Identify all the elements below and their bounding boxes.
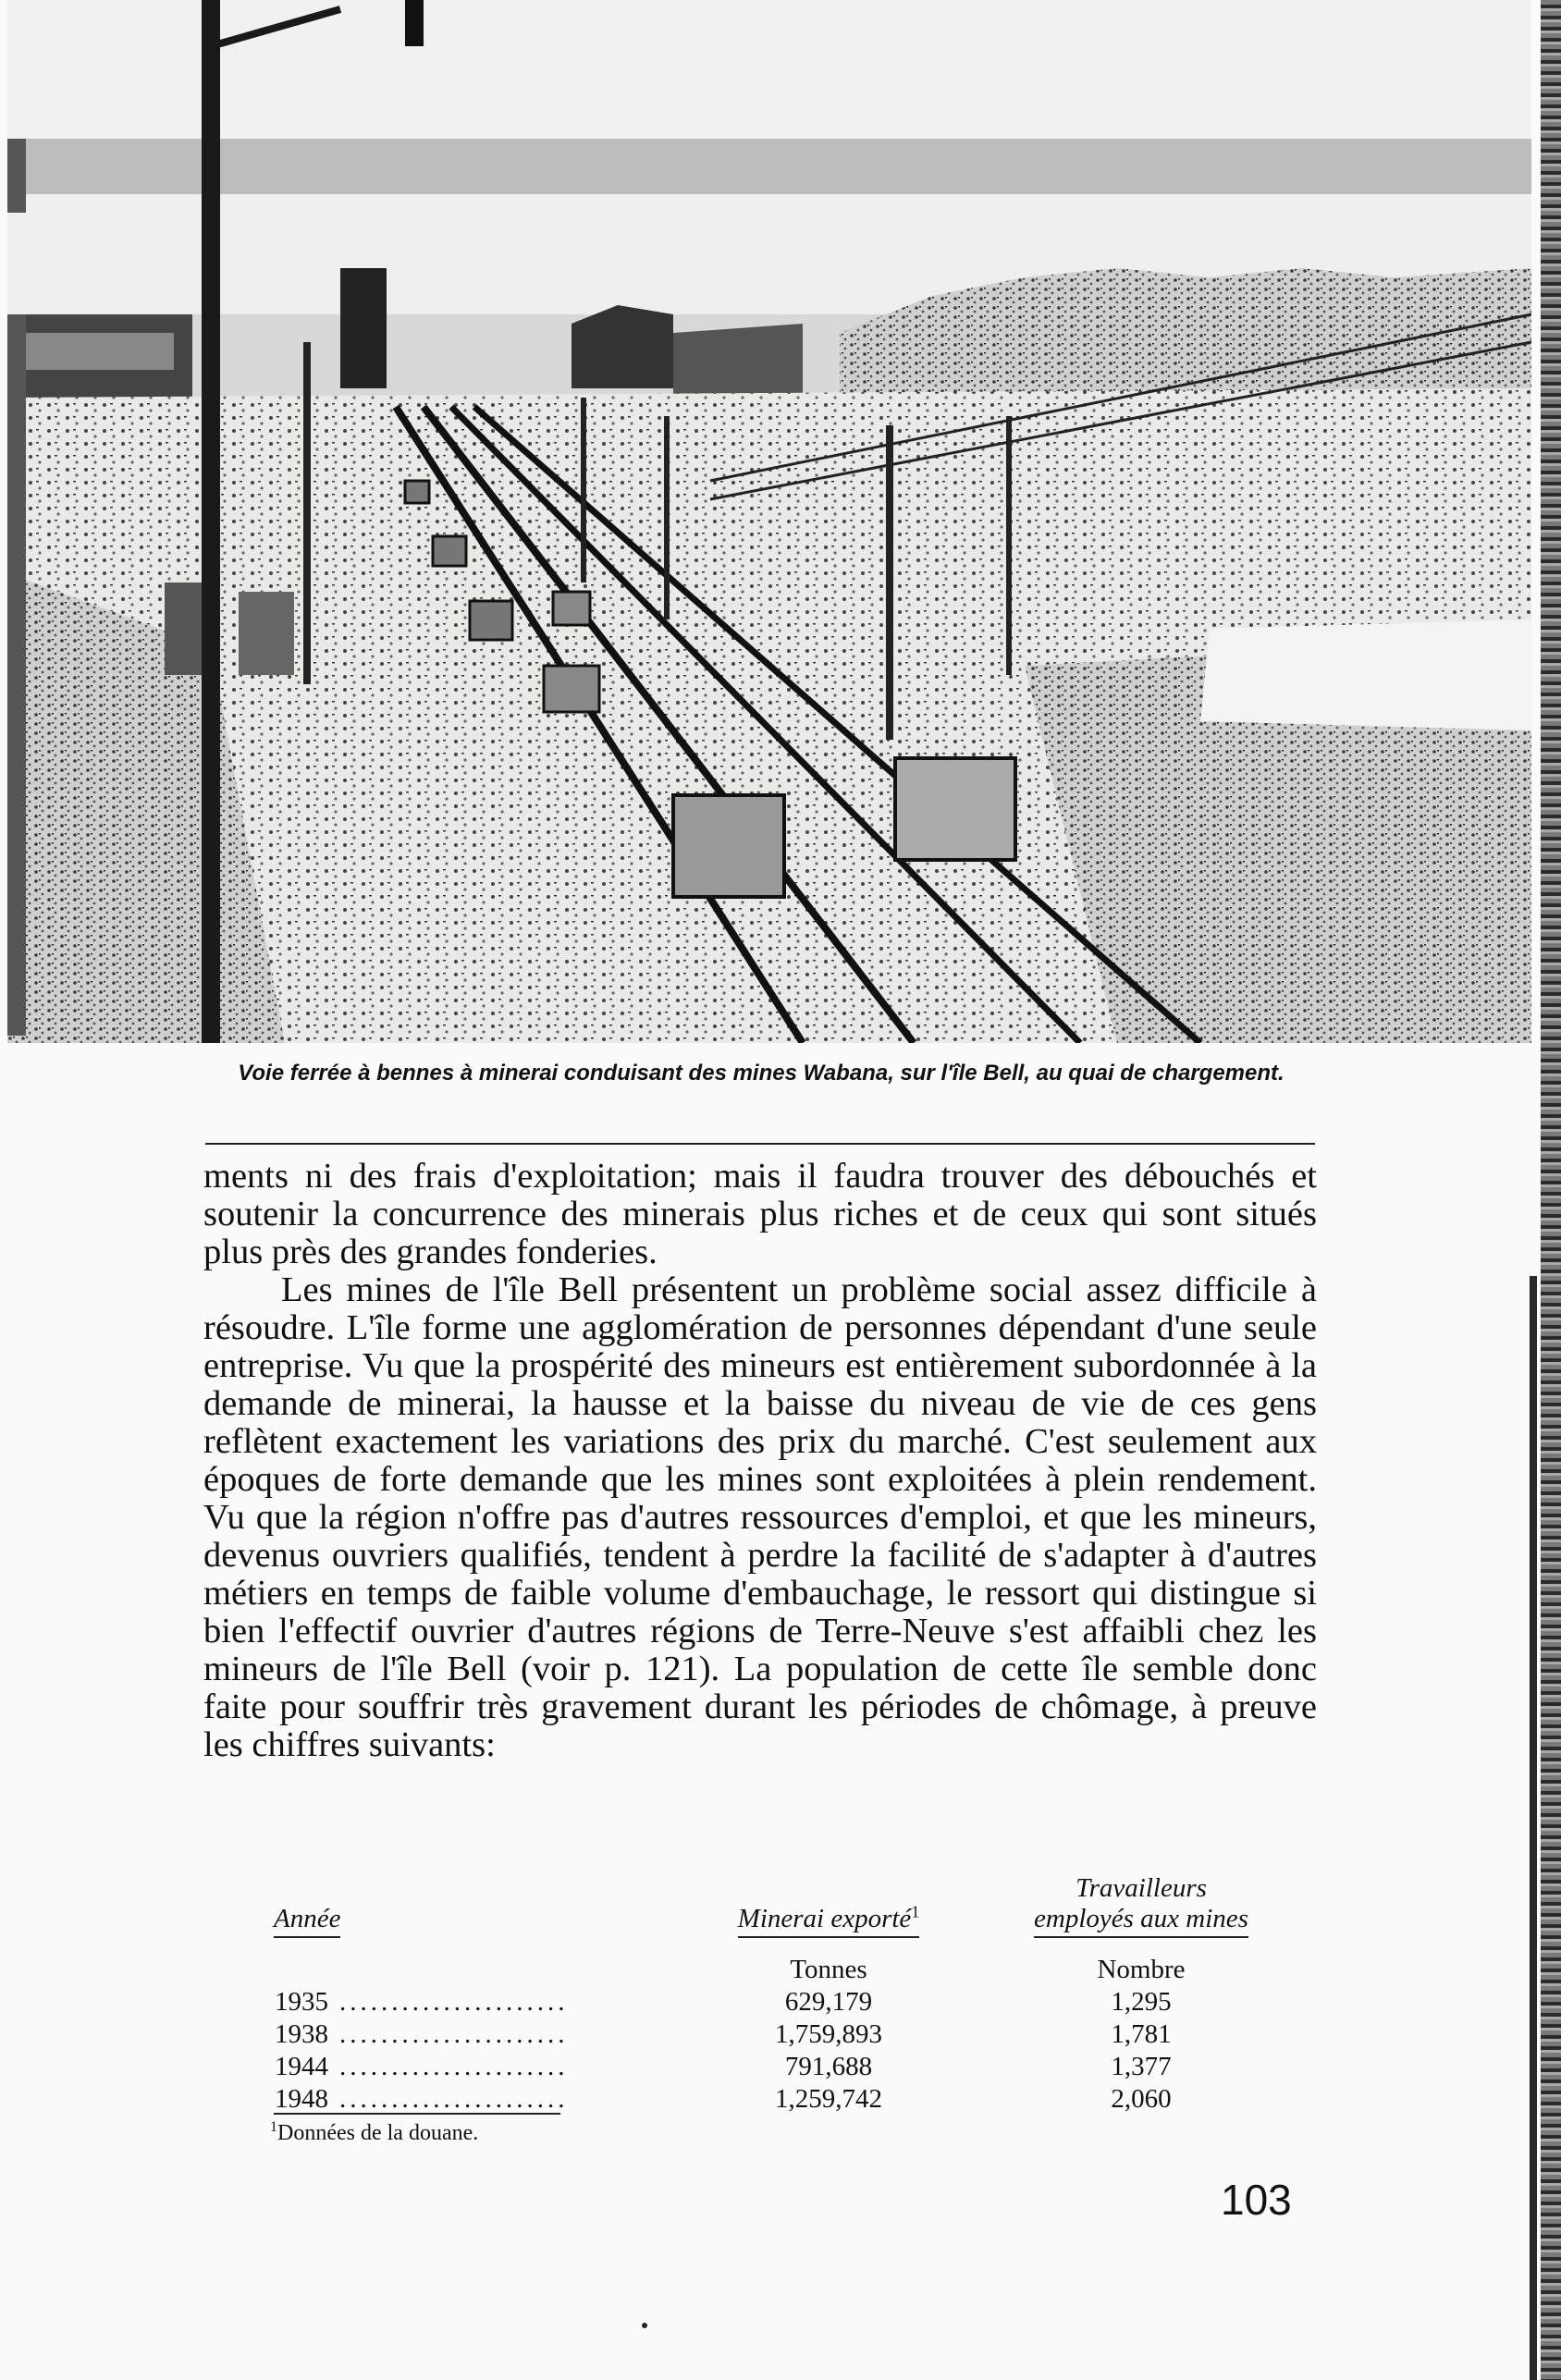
units-row	[274, 1938, 1306, 1986]
row-ore: 791,688	[784, 2052, 873, 2081]
caption-rule	[205, 1143, 1315, 1145]
page-number: 103	[1221, 2176, 1292, 2224]
table-row: 1948 ...................... 1,259,742 2,060	[274, 2083, 1306, 2116]
table-row: 1935 ...................... 629,179 1,295	[274, 1986, 1306, 2018]
header-ore: Minerai exporté$^1$	[681, 1873, 977, 1938]
row-workers: 1,295	[1111, 1987, 1172, 2017]
row-year: 1938	[275, 2019, 328, 2049]
mine-railway-photo	[7, 0, 1531, 1043]
footnote-text: Données de la douane.	[277, 2121, 479, 2145]
row-year: 1948	[275, 2084, 328, 2114]
header-workers: Travailleurs employés aux mines	[977, 1873, 1306, 1938]
row-ore: 1,259,742	[775, 2084, 882, 2114]
row-year: 1935	[275, 1987, 328, 2017]
table-row: 1938 ...................... 1,759,893 1,781	[274, 2018, 1306, 2051]
table-row: 1944 ...................... 791,688 1,377	[274, 2051, 1306, 2083]
ore-export-table	[274, 1873, 1306, 2116]
row-ore: 629,179	[784, 1987, 873, 2017]
row-year: 1944	[275, 2052, 328, 2081]
row-workers: 1,781	[1111, 2019, 1172, 2049]
footnote	[270, 2119, 478, 2146]
scan-dot	[642, 2323, 647, 2328]
footnote-rule	[274, 2113, 560, 2115]
scan-edge	[1541, 0, 1561, 2380]
unit-workers: Nombre	[1097, 1955, 1186, 1984]
footnote-marker: 1	[270, 2119, 277, 2135]
table-header-row	[274, 1873, 1306, 1938]
photo-caption: Voie ferrée à bennes à minerai conduisant des mines Wabana, sur l'île Bell, au quai de chargement.	[238, 1061, 1284, 1086]
row-workers: 2,060	[1111, 2084, 1172, 2114]
row-ore: 1,759,893	[775, 2019, 882, 2049]
unit-ore: Tonnes	[790, 1955, 867, 1984]
mine-railway-photo-icon	[7, 0, 1531, 1043]
paragraph-2: Les mines de l'île Bell présentent un problème social assez difficile à résoudre. L'île forme une agglomération de personnes dépendant d'une seule entreprise. Vu que la prospérité des mineurs est entièrement subordonnée à la demande de minerai, la hausse et la baisse du niveau de vie de ces gens reflètent exactement les variations des prix du marché. C'est seulement aux époques de forte demande que les mines sont exploitées à plein rendement. Vu que la région n'offre pas d'autres ressources d'emploi, et que les mineurs, devenus ouvriers qualifiés, tendent à perdre la facilité de s'adapter à d'autres métiers en temps de faible volume d'embauchage, le ressort qui distingue si bien l'effectif ouvrier d'autres régions de Terre-Neuve s'est affaibli chez les mineurs de l'île Bell (voir p. 121). La population de cette île semble donc faite pour souffrir très gravement durant les périodes de chômage, à preuve les chiffres suivants:	[203, 1270, 1317, 1764]
row-workers: 1,377	[1111, 2052, 1172, 2081]
paragraph-1: ments ni des frais d'exploitation; mais il faudra trouver des débouchés et soutenir la concurrence des minerais plus riches et de ceux qui sont situés plus près des grandes fonderies.	[203, 1157, 1317, 1271]
header-year: Année	[274, 1873, 681, 1938]
scan-edge-inner	[1530, 1276, 1537, 2380]
body-text	[203, 1158, 1317, 1764]
